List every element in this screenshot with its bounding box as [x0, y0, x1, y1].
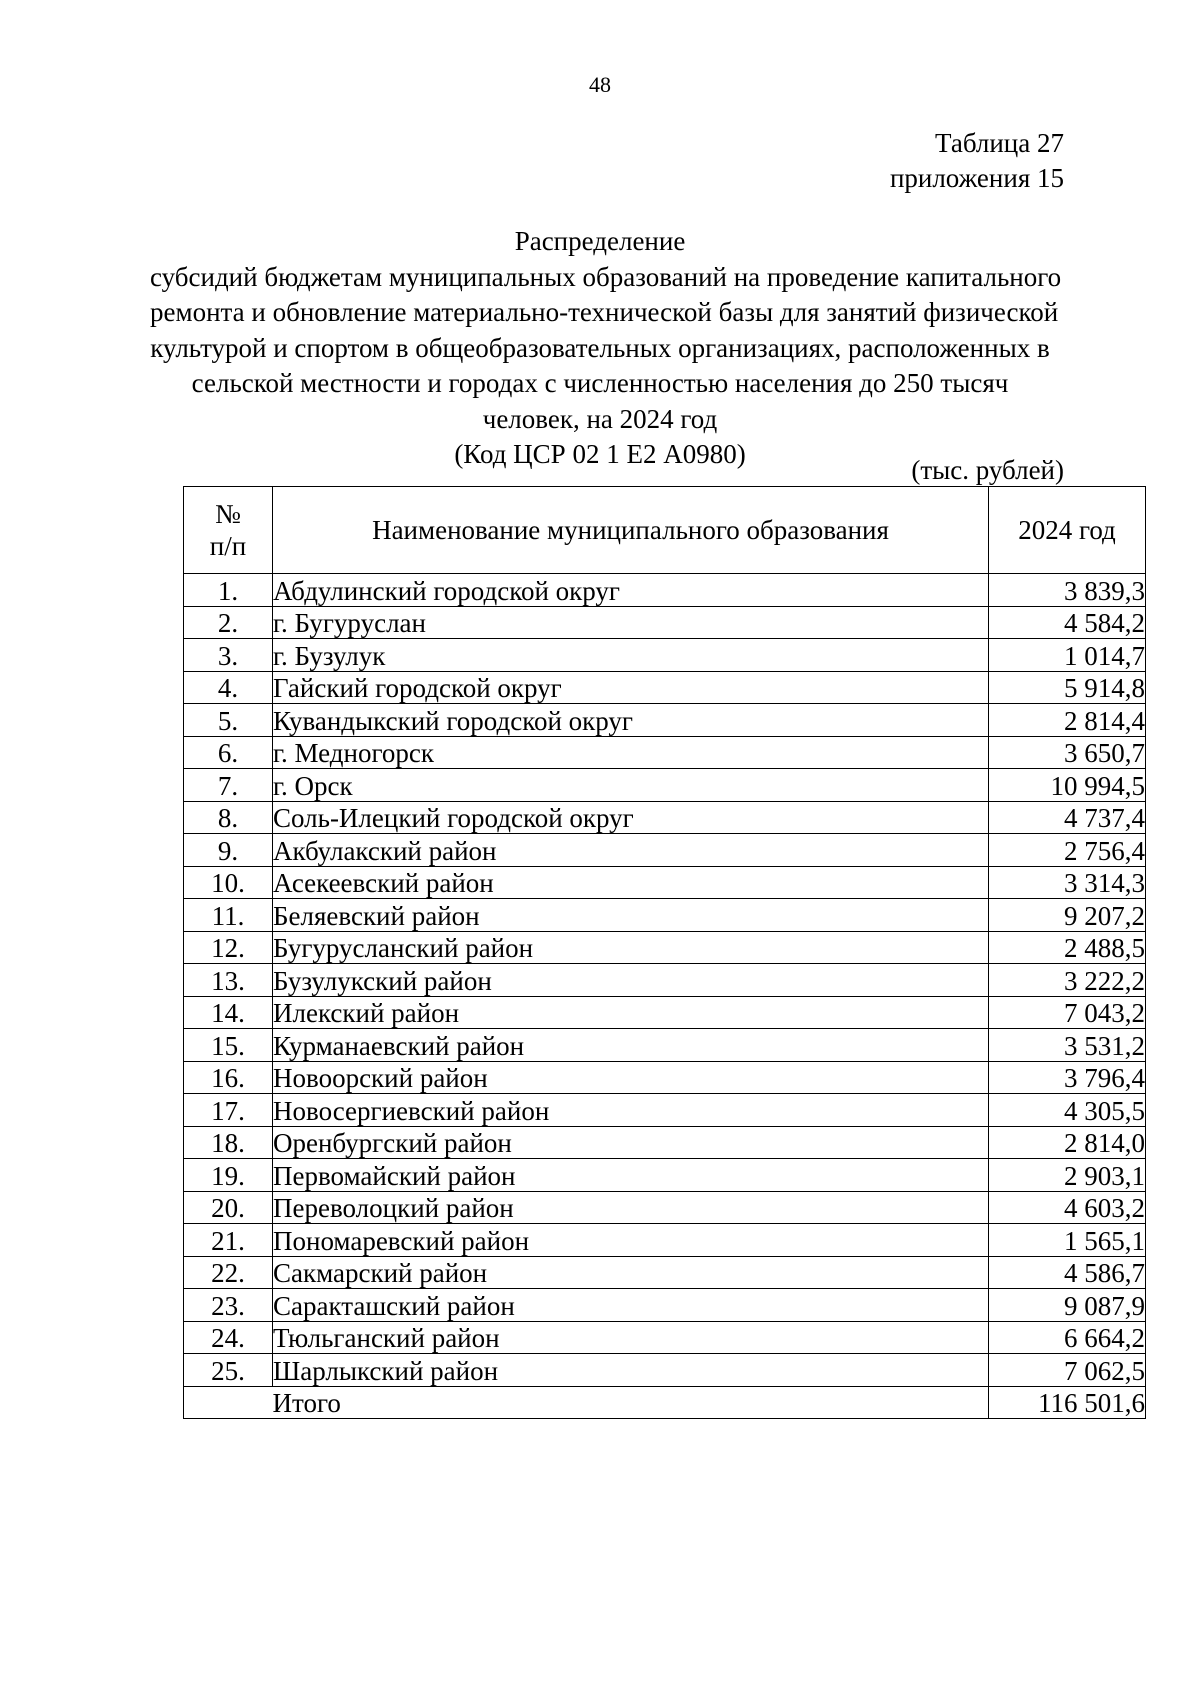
row-number: 14. [184, 996, 273, 1029]
municipality-name: Сакмарский район [273, 1256, 989, 1289]
title-line: сельской местности и городах с численностью населения до 250 тысяч [191, 368, 1009, 398]
document-title [150, 224, 1062, 473]
table-row [184, 996, 1146, 1029]
title-line: человек, на 2024 год [482, 403, 718, 434]
subsidy-value: 4 305,5 [989, 1094, 1146, 1127]
row-number: 13. [184, 964, 273, 997]
row-number: 6. [184, 736, 273, 769]
header-number-abbr: п/п [209, 531, 247, 561]
subsidy-value: 3 314,3 [989, 866, 1146, 899]
table-row [184, 671, 1146, 704]
table-row [184, 769, 1146, 802]
row-number: 21. [184, 1224, 273, 1257]
subsidy-value: 1 014,7 [989, 639, 1146, 672]
table-row [184, 801, 1146, 834]
table-row [184, 1191, 1146, 1224]
table-row [184, 866, 1146, 899]
subsidy-value: 4 603,2 [989, 1191, 1146, 1224]
table-row [184, 1159, 1146, 1192]
municipality-name: Первомайский район [273, 1159, 989, 1192]
table-row [184, 1126, 1146, 1159]
subsidy-value: 2 756,4 [989, 834, 1146, 867]
subsidy-value: 3 839,3 [989, 574, 1146, 607]
header-municipality-name: Наименование муниципального образования [273, 487, 989, 574]
table-reference [890, 126, 1064, 196]
units-label: (тыс. рублей) [911, 455, 1064, 485]
municipality-name: Новоорский район [273, 1061, 989, 1094]
municipality-name: Саракташский район [273, 1289, 989, 1322]
row-number: 20. [184, 1191, 273, 1224]
municipality-name: Переволоцкий район [273, 1191, 989, 1224]
table-row [184, 1256, 1146, 1289]
row-number: 7. [184, 769, 273, 802]
table-body [184, 574, 1146, 1419]
total-row [184, 1386, 1146, 1419]
table-row [184, 1289, 1146, 1322]
row-number: 8. [184, 801, 273, 834]
row-number: 18. [184, 1126, 273, 1159]
municipality-name: Соль-Илецкий городской округ [273, 801, 989, 834]
table-row [184, 1029, 1146, 1062]
table-row [184, 606, 1146, 639]
subsidy-value: 3 531,2 [989, 1029, 1146, 1062]
table-row [184, 1321, 1146, 1354]
table-row [184, 834, 1146, 867]
row-number: 17. [184, 1094, 273, 1127]
subsidy-value: 1 565,1 [989, 1224, 1146, 1257]
subsidy-value: 3 222,2 [989, 964, 1146, 997]
table-row [184, 574, 1146, 607]
municipality-name: Абдулинский городской округ [273, 574, 989, 607]
municipality-name: Беляевский район [273, 899, 989, 932]
table-row [184, 1061, 1146, 1094]
subsidy-value: 2 814,0 [989, 1126, 1146, 1159]
row-number: 12. [184, 931, 273, 964]
municipality-name: Курманаевский район [273, 1029, 989, 1062]
municipality-name: Илекский район [273, 996, 989, 1029]
row-number: 9. [184, 834, 273, 867]
municipality-name: г. Бугуруслан [273, 606, 989, 639]
row-number: 10. [184, 866, 273, 899]
table-row [184, 704, 1146, 737]
subsidy-value: 2 814,4 [989, 704, 1146, 737]
title-line: субсидий бюджетам муниципальных образований на проведение капитального [150, 261, 1062, 292]
row-number: 25. [184, 1354, 273, 1387]
subsidy-value: 2 488,5 [989, 931, 1146, 964]
municipality-name: Гайский городской округ [273, 671, 989, 704]
subsidy-value: 4 584,2 [989, 606, 1146, 639]
subsidy-value: 6 664,2 [989, 1321, 1146, 1354]
total-value: 116 501,6 [989, 1386, 1146, 1419]
row-number: 2. [184, 606, 273, 639]
total-label: Итого [273, 1386, 989, 1419]
row-number: 22. [184, 1256, 273, 1289]
subsidy-value: 10 994,5 [989, 769, 1146, 802]
municipality-name: Бузулукский район [273, 964, 989, 997]
row-number: 15. [184, 1029, 273, 1062]
municipality-name: Асекеевский район [273, 866, 989, 899]
subsidy-value: 9 207,2 [989, 899, 1146, 932]
table-header-row [184, 487, 1146, 574]
table-reference-line: приложения 15 [889, 163, 1064, 193]
subsidy-value: 4 737,4 [989, 801, 1146, 834]
subsidy-value: 7 062,5 [989, 1354, 1146, 1387]
row-number: 1. [184, 574, 273, 607]
municipality-name: г. Медногорск [273, 736, 989, 769]
header-year: 2024 год [989, 487, 1146, 574]
row-number: 19. [184, 1159, 273, 1192]
distribution-table [183, 486, 1146, 1419]
row-number: 23. [184, 1289, 273, 1322]
table-row [184, 964, 1146, 997]
row-number: 16. [184, 1061, 273, 1094]
municipality-name: Пономаревский район [273, 1224, 989, 1257]
table-row [184, 931, 1146, 964]
title-line: ремонта и обновление материально-технической базы для занятий физической [150, 297, 1059, 327]
municipality-name: Новосергиевский район [273, 1094, 989, 1127]
municipality-name: Акбулакский район [273, 834, 989, 867]
table-reference-line: Таблица 27 [935, 128, 1064, 158]
subsidy-value: 9 087,9 [989, 1289, 1146, 1322]
municipality-name: Тюльганский район [273, 1321, 989, 1354]
row-number: 4. [184, 671, 273, 704]
header-number [184, 487, 273, 574]
title-line: (Код ЦСР 02 1 Е2 А0980) [454, 439, 746, 469]
header-number-sign: № [215, 499, 241, 529]
row-number: 11. [184, 899, 273, 932]
table-row [184, 1094, 1146, 1127]
municipality-name: Кувандыкский городской округ [273, 704, 989, 737]
municipality-name: г. Орск [273, 769, 989, 802]
subsidy-value: 3 796,4 [989, 1061, 1146, 1094]
title-line: культурой и спортом в общеобразовательных организациях, расположенных в [150, 332, 1050, 363]
subsidy-value: 3 650,7 [989, 736, 1146, 769]
total-number-cell [184, 1386, 273, 1419]
table-row [184, 899, 1146, 932]
subsidy-value: 2 903,1 [989, 1159, 1146, 1192]
subsidy-value: 5 914,8 [989, 671, 1146, 704]
municipality-name: Оренбургский район [273, 1126, 989, 1159]
subsidy-value: 7 043,2 [989, 996, 1146, 1029]
subsidy-value: 4 586,7 [989, 1256, 1146, 1289]
table-row [184, 736, 1146, 769]
municipality-name: Бугурусланский район [273, 931, 989, 964]
row-number: 24. [184, 1321, 273, 1354]
table-row [184, 1224, 1146, 1257]
municipality-name: г. Бузулук [273, 639, 989, 672]
municipality-name: Шарлыкский район [273, 1354, 989, 1387]
page-number: 48 [589, 72, 611, 97]
row-number: 5. [184, 704, 273, 737]
row-number: 3. [184, 639, 273, 672]
title-line: Распределение [514, 226, 686, 256]
table-row [184, 1354, 1146, 1387]
table-row [184, 639, 1146, 672]
